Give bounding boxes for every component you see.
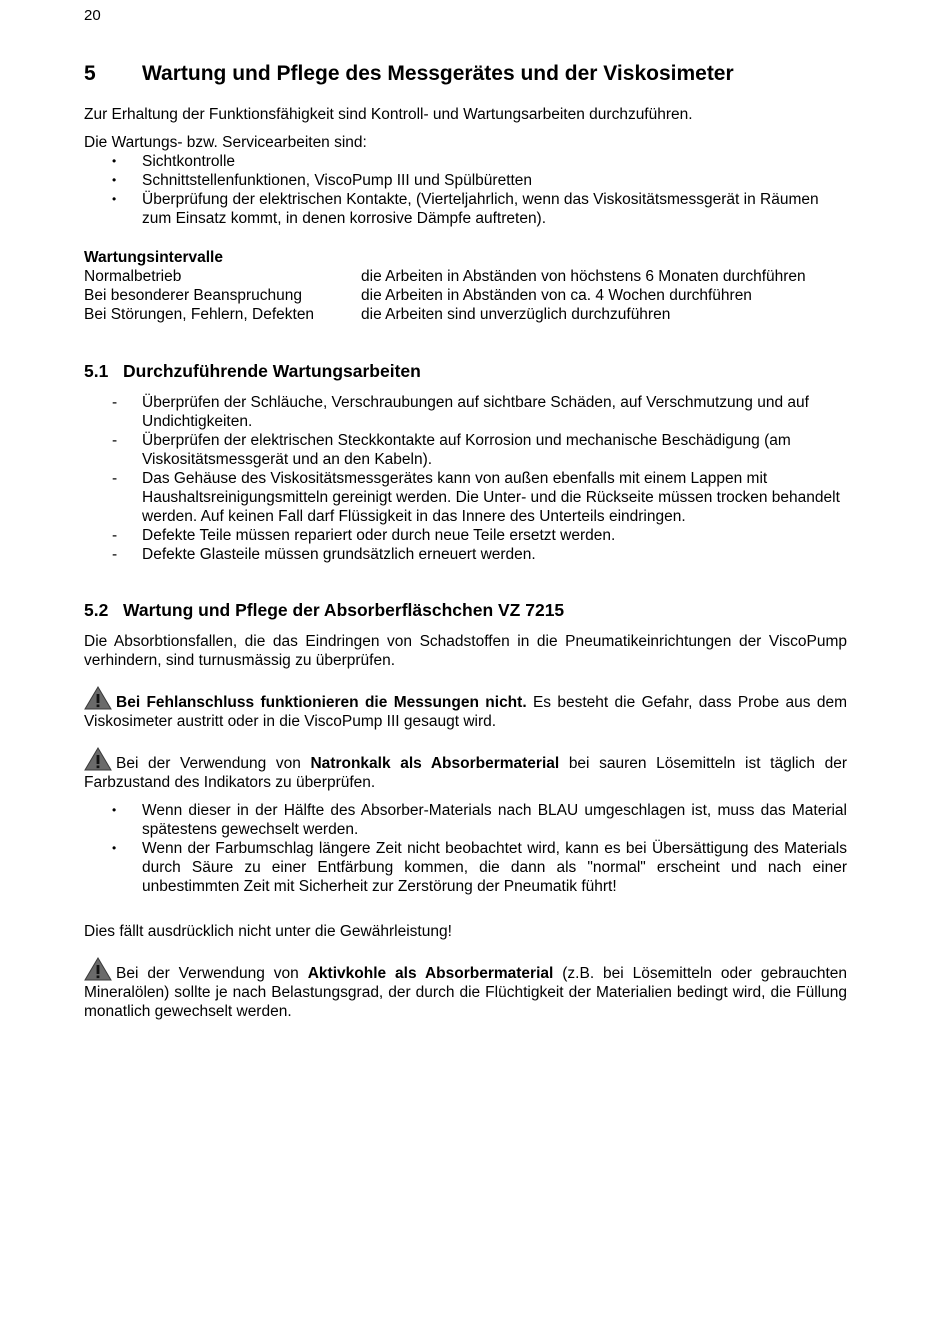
service-intro: Die Wartungs- bzw. Servicearbeiten sind:	[84, 134, 367, 151]
dash-marker: -	[112, 432, 118, 449]
warning-bold-text: Bei Fehlanschluss funktionieren die Messungen nicht.	[116, 694, 527, 711]
warning-triangle-icon	[84, 686, 112, 710]
section-5-heading	[84, 60, 847, 88]
list-item-text: Wenn der Farbumschlag längere Zeit nicht beobachtet wird, kann es bei Übersättigung des Materials durch Säure zu einer Entfärbung kommen, die dann als "normal" erscheint und nach einer unbestimmten Zeit mit Sicherheit zur Zerstörung der Pneumatik führt!	[142, 840, 847, 895]
warning-triangle-icon	[84, 957, 112, 981]
interval-value: die Arbeiten in Abständen von ca. 4 Wochen durchführen	[361, 287, 752, 304]
list-item-text: Defekte Teile müssen repariert oder durch neue Teile ersetzt werden.	[142, 527, 616, 544]
bullet-icon: •	[112, 803, 117, 817]
warning-bold-text: Natronkalk als Absorbermaterial	[310, 755, 560, 772]
bullet-icon: •	[112, 192, 117, 206]
intervals-title: Wartungsintervalle	[84, 249, 223, 266]
warning-paragraph-1	[84, 686, 847, 731]
list-item-text: Sichtkontrolle	[142, 153, 236, 170]
list-item	[84, 469, 847, 526]
dash-marker: -	[112, 394, 118, 411]
section-5-intro: Zur Erhaltung der Funktionsfähigkeit sind Kontroll- und Wartungsarbeiten durchzuführen.	[84, 106, 693, 123]
interval-row	[84, 286, 847, 305]
bullet-icon: •	[112, 154, 117, 168]
bullet-icon: •	[112, 841, 117, 855]
section-5-1-heading	[84, 359, 847, 383]
interval-value: die Arbeiten sind unverzüglich durchzuführen	[361, 306, 671, 323]
interval-value: die Arbeiten in Abständen von höchstens 6 Monaten durchführen	[361, 268, 806, 285]
warning-text: Es besteht die Gefahr, dass Probe aus dem Viskosimeter austritt oder in die ViscoPump III gesaugt wird.	[84, 694, 847, 730]
warning-text: Bei der Verwendung von	[116, 965, 308, 982]
warning-text: Bei der Verwendung von	[116, 755, 311, 772]
list-item-text: Überprüfen der Schläuche, Verschraubungen auf sichtbare Schäden, auf Verschmutzung und auf Undichtigkeiten.	[142, 394, 809, 430]
warning-paragraph-3	[84, 957, 847, 1021]
section-number: 5	[84, 62, 96, 85]
dash-marker: -	[112, 470, 118, 487]
page-number: 20	[84, 7, 101, 24]
list-item-text: Das Gehäuse des Viskositätsmessgerätes kann von außen ebenfalls mit einem Lappen mit Haushaltsreinigungsmitteln gereinigt werden. Die Unter- und die Rückseite müssen trocken behandelt werden. Auf keinen Fall darf Flüssigkeit in das Innere des Unterteils eindringen.	[142, 470, 840, 525]
list-item-text: Defekte Glasteile müssen grundsätzlich erneuert werden.	[142, 546, 536, 563]
section-title: Durchzuführende Wartungsarbeiten	[123, 361, 421, 381]
interval-label: Bei Störungen, Fehlern, Defekten	[84, 306, 315, 323]
list-item	[84, 839, 847, 896]
section-title: Wartung und Pflege der Absorberfläschchen VZ 7215	[123, 600, 565, 620]
warning-text: (z.B. bei Lösemitteln oder gebrauchten Mineralölen) sollte je nach Belastungsgrad, der durch die Flüchtigkeit der Materialien bedingt wird, die Füllung monatlich gewechselt werden.	[84, 965, 848, 1020]
section-title: Wartung und Pflege des Messgerätes und der Viskosimeter	[142, 62, 734, 85]
interval-row	[84, 305, 847, 324]
list-item	[84, 801, 847, 839]
document-body	[84, 60, 847, 1021]
list-item-text: Überprüfung der elektrischen Kontakte, (Vierteljahrlich, wenn das Viskositätsmessgerät in Räumen zum Einsatz kommt, in denen korrosive Dämpfe auftreten).	[142, 191, 819, 227]
list-item-text: Wenn dieser in der Hälfte des Absorber-Materials nach BLAU umgeschlagen ist, muss das Material spätestens gewechselt werden.	[142, 802, 847, 838]
dash-marker: -	[112, 527, 118, 544]
warning-paragraph-2	[84, 747, 847, 792]
list-item	[84, 152, 847, 171]
warning-bold-text: Aktivkohle als Absorbermaterial	[307, 965, 554, 982]
interval-label: Bei besonderer Beanspruchung	[84, 287, 303, 304]
list-item	[84, 190, 847, 228]
indicator-list	[84, 801, 847, 896]
warranty-disclaimer: Dies fällt ausdrücklich nicht unter die Gewährleistung!	[84, 923, 452, 940]
list-item	[84, 526, 847, 545]
interval-label: Normalbetrieb	[84, 268, 182, 285]
warning-triangle-icon	[84, 747, 112, 771]
maintenance-task-list	[84, 393, 847, 564]
list-item	[84, 431, 847, 469]
maintenance-intervals	[84, 248, 847, 324]
list-item	[84, 171, 847, 190]
service-list	[84, 152, 847, 228]
list-item	[84, 545, 847, 564]
section-number: 5.2	[84, 600, 109, 620]
section-5-2-heading	[84, 598, 847, 622]
list-item	[84, 393, 847, 431]
bullet-icon: •	[112, 173, 117, 187]
dash-marker: -	[112, 546, 118, 563]
section-number: 5.1	[84, 361, 109, 381]
list-item-text: Schnittstellenfunktionen, ViscoPump III und Spülbüretten	[142, 172, 533, 189]
list-item-text: Überprüfen der elektrischen Steckkontakte auf Korrosion und mechanische Beschädigung (am Viskositätsmessgerät und an den Kabeln).	[142, 432, 791, 468]
warning-text: bei sauren Lösemitteln ist täglich der Farbzustand des Indikators zu überprüfen.	[84, 755, 847, 791]
interval-row	[84, 267, 847, 286]
section-5-2-intro: Die Absorbtionsfallen, die das Eindringen von Schadstoffen in die Pneumatikeinrichtungen der ViscoPump verhindern, sind turnusmässig zu überprüfen.	[84, 633, 847, 669]
